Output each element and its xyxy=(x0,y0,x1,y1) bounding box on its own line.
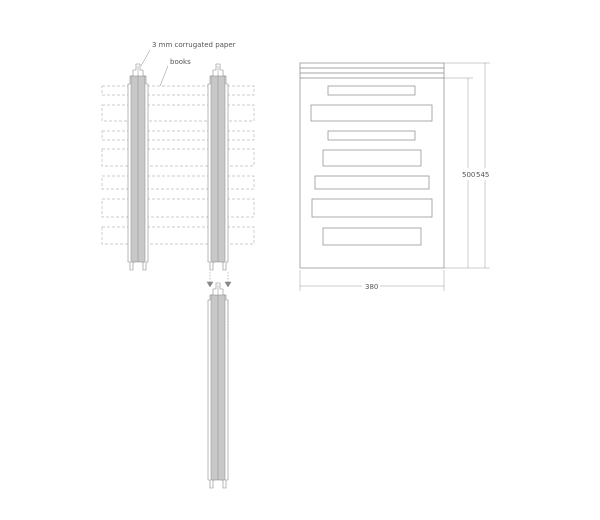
book-outline xyxy=(102,199,254,217)
book-outlines xyxy=(102,86,254,244)
book-outline xyxy=(102,149,254,166)
book-slot xyxy=(311,105,432,121)
dimension-height-inner: 500 xyxy=(462,171,476,179)
label-books: books xyxy=(170,58,191,66)
label-material: 3 mm corrugated paper xyxy=(152,41,236,49)
panel-left xyxy=(128,64,148,270)
leader-line-books xyxy=(160,66,168,86)
panel-lower xyxy=(208,283,228,488)
book-slot xyxy=(328,131,415,140)
leader-line-material xyxy=(141,50,150,66)
book-outline xyxy=(102,227,254,244)
book-slot xyxy=(315,176,429,189)
dimension-height xyxy=(444,63,490,268)
book-slot xyxy=(328,86,415,95)
front-outline xyxy=(300,63,444,268)
book-outline xyxy=(102,86,254,95)
book-outline xyxy=(102,105,254,121)
book-slot xyxy=(323,228,421,245)
book-outline xyxy=(102,176,254,189)
book-outline xyxy=(102,131,254,140)
dimension-height-outer: 545 xyxy=(476,171,490,179)
front-elevation xyxy=(300,63,444,268)
book-slot xyxy=(323,150,421,166)
book-slot xyxy=(312,199,432,217)
panel-middle xyxy=(208,64,228,270)
dimension-width-value: 380 xyxy=(365,283,379,291)
